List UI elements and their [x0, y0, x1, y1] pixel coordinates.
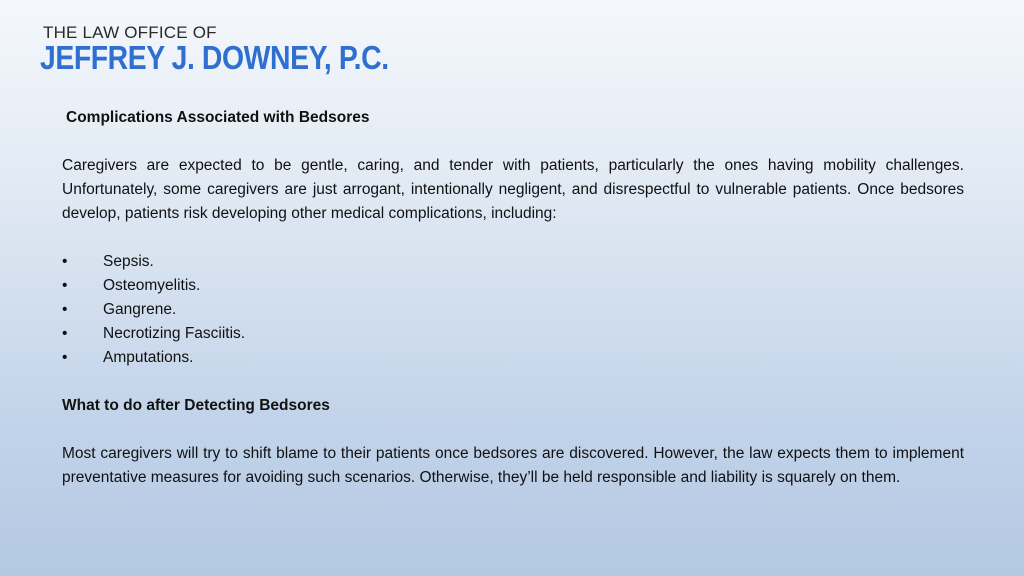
bullet-icon: • [62, 325, 68, 342]
list-item-text: Amputations. [103, 349, 194, 366]
logo-firm-name: JEFFREY J. DOWNEY, P.C. [40, 39, 389, 76]
section-heading-after-detecting: What to do after Detecting Bedsores [62, 397, 330, 414]
bullet-icon: • [62, 277, 68, 294]
after-detecting-paragraph: Most caregivers will try to shift blame to their patients once bedsores are discovered. However, the law expects them to implement preventative measures for avoiding such scenarios. Otherwise, they’ll be held responsible and liability is squarely on them. [62, 445, 964, 486]
law-office-logo [40, 24, 445, 74]
bullet-icon: • [62, 253, 68, 270]
bullet-icon: • [62, 349, 68, 366]
list-item-text: Necrotizing Fasciitis. [103, 325, 246, 342]
logo-top-line: THE LAW OFFICE OF [43, 23, 217, 42]
list-item-text: Sepsis. [103, 253, 154, 270]
bullet-icon: • [62, 301, 68, 318]
list-item [62, 250, 964, 274]
list-item [62, 298, 964, 322]
list-item-text: Osteomyelitis. [103, 277, 201, 294]
slide-content [62, 106, 964, 490]
complications-paragraph: Caregivers are expected to be gentle, caring, and tender with patients, particularly the ones having mobility challenges. Unfortunately, some caregivers are just arrogant, intentionally negligent, and disrespectful to vulnerable patients. Once bedsores develop, patients risk developing other medical complications, including: [62, 157, 964, 222]
list-item-text: Gangrene. [103, 301, 177, 318]
section-heading-complications: Complications Associated with Bedsores [66, 109, 370, 126]
list-item [62, 346, 964, 370]
complications-list [62, 250, 964, 370]
list-item [62, 322, 964, 346]
list-item [62, 274, 964, 298]
